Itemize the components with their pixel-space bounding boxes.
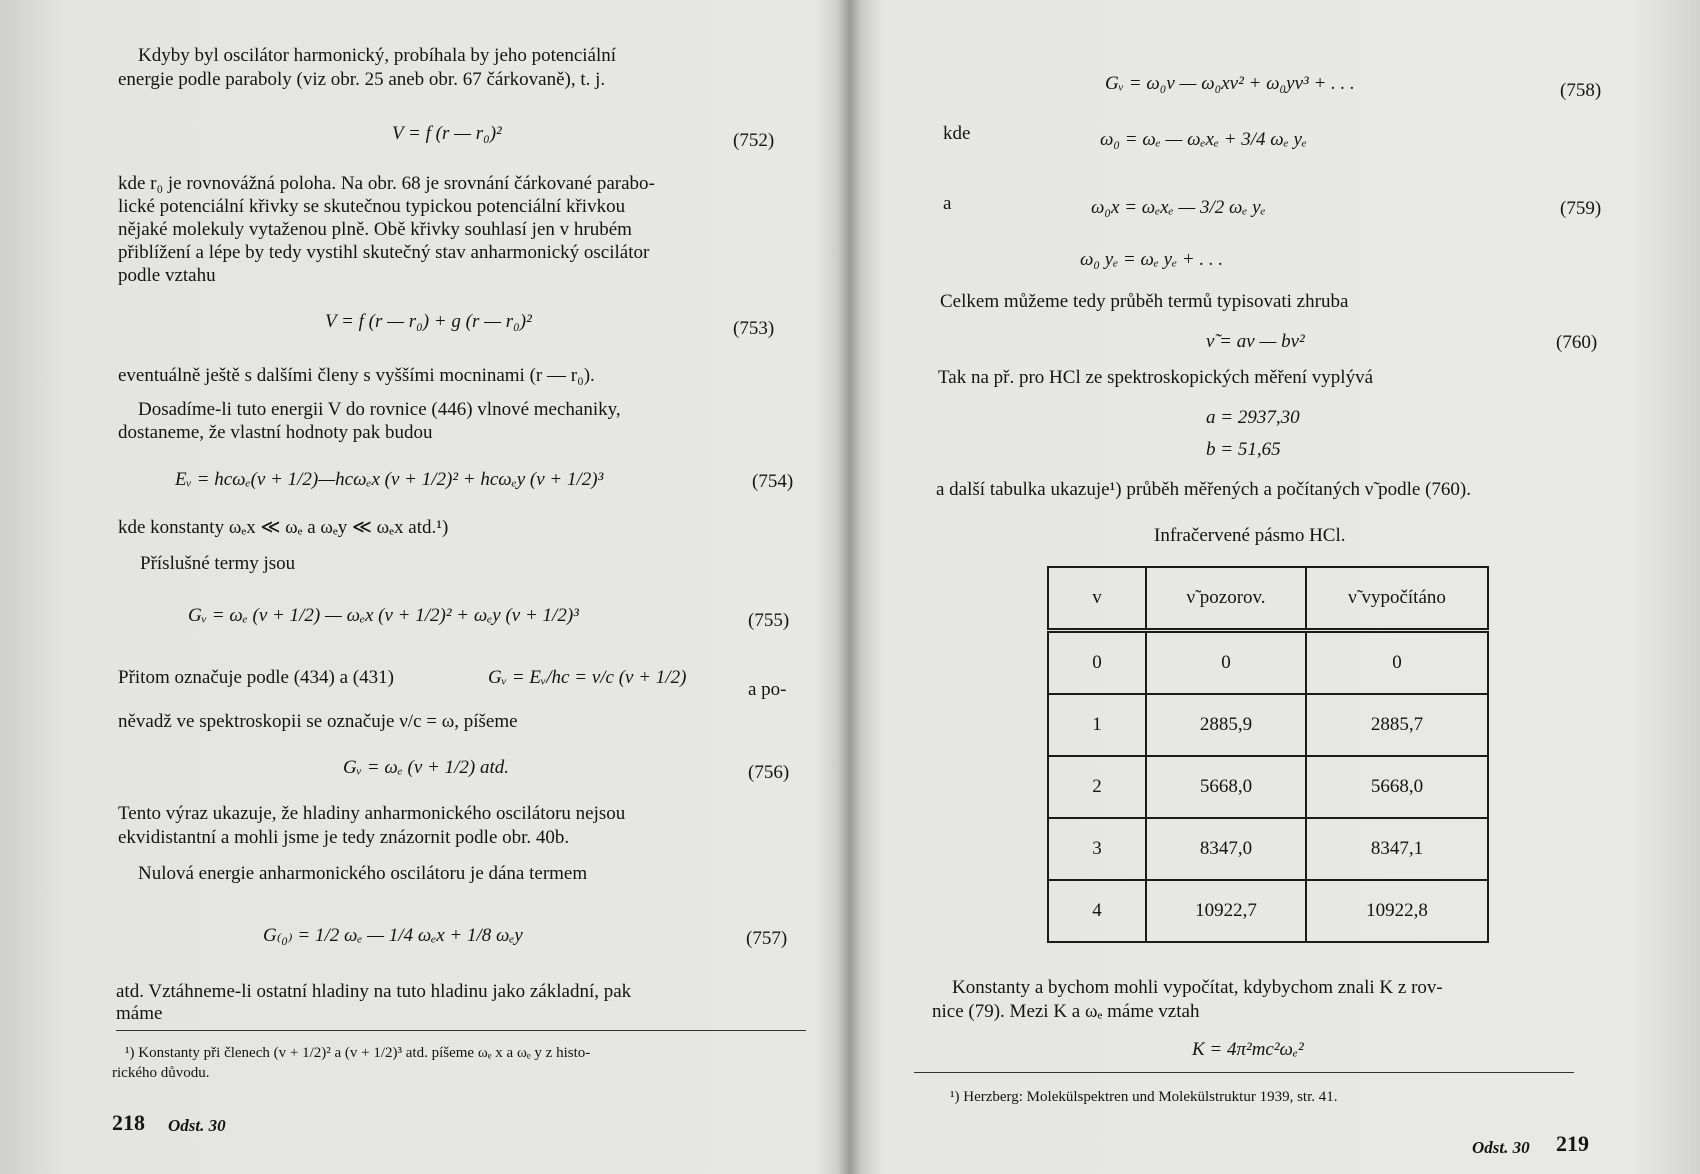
table-cell: 8347,0 — [1146, 818, 1306, 880]
paragraph-line: nice (79). Mezi K a ωₑ máme vztah — [932, 1001, 1200, 1022]
paragraph-line: energie podle paraboly (viz obr. 25 aneb obr. 67 čárkovaně), t. j. — [118, 69, 606, 90]
equation-757: G₍₀₎ = 1/2 ωₑ — 1/4 ωₑx + 1/8 ωₑy — [263, 925, 523, 946]
equation-number: (752) — [733, 130, 775, 151]
paragraph-line: Dosadíme-li tuto energii V do rovnice (446) vlnové mechaniky, — [138, 399, 621, 420]
table-title: Infračervené pásmo HCl. — [1154, 525, 1346, 546]
table-row — [1048, 694, 1488, 756]
paragraph-line: lické potenciální křivky se skutečnou typickou potenciální křivkou — [118, 196, 626, 217]
equation-number: (756) — [748, 762, 790, 783]
paragraph-line: Kdyby byl oscilátor harmonický, probíhala by jeho potenciální — [138, 45, 617, 66]
running-head: Odst. 30 — [168, 1116, 226, 1135]
paragraph-line: podle vztahu — [118, 265, 216, 286]
equation-number: (755) — [748, 610, 790, 631]
equation-number: (754) — [752, 471, 794, 492]
equation-758: Gᵥ = ω₀v — ω₀xv² + ω₀yv³ + . . . — [1105, 73, 1355, 94]
paragraph-line: Příslušné termy jsou — [140, 553, 296, 574]
paragraph-line: Tak na př. pro HCl ze spektroskopických měření vyplývá — [938, 367, 1374, 388]
hcl-table — [1047, 566, 1489, 943]
paragraph-line: Konstanty a bychom mohli vypočítat, kdybychom znali K z rov- — [952, 977, 1443, 998]
equation-number: (759) — [1560, 198, 1602, 219]
label-kde: kde — [943, 123, 971, 144]
table-cell: 2 — [1048, 756, 1146, 818]
value-a: a = 2937,30 — [1206, 407, 1300, 428]
equation-omega0: ω₀ = ωₑ — ωₑxₑ + 3/4 ωₑ yₑ — [1100, 129, 1307, 150]
table-header-cell: v — [1048, 567, 1146, 631]
table-row — [1048, 756, 1488, 818]
table-header-cell: ν̃ pozorov. — [1146, 567, 1306, 631]
paragraph-line: eventuálně ještě s dalšími členy s vyššími mocninami (r — r₀). — [118, 365, 595, 386]
equation-omega0y: ω₀ yₑ = ωₑ yₑ + . . . — [1080, 249, 1224, 270]
table-header-cell: ν̃ vypočítáno — [1306, 567, 1488, 631]
equation-number: (760) — [1556, 332, 1598, 353]
table-cell: 4 — [1048, 880, 1146, 942]
paragraph-line: máme — [116, 1003, 163, 1024]
page-number: 219 — [1556, 1131, 1589, 1156]
table-row — [1048, 880, 1488, 942]
equation-752: V = f (r — r₀)² — [392, 123, 502, 144]
label-a: a — [943, 193, 952, 214]
paragraph-line: a další tabulka ukazuje¹) průběh měřených a počítaných ν̃ podle (760). — [936, 479, 1472, 500]
equation-755: Gᵥ = ωₑ (v + 1/2) — ωₑx (v + 1/2)² + ωₑy (v + 1/2)³ — [188, 605, 579, 626]
paragraph-line: atd. Vztáhneme-li ostatní hladiny na tuto hladinu jako základní, pak — [116, 981, 632, 1002]
paragraph-line: kde konstanty ωₑx ≪ ωₑ a ωₑy ≪ ωₑx atd.¹) — [118, 517, 449, 538]
paragraph-line: přiblížení a lépe by tedy vystihl skutečný stav anharmonický oscilátor — [118, 242, 650, 263]
table-cell: 0 — [1048, 631, 1146, 695]
value-b: b = 51,65 — [1206, 439, 1281, 460]
paragraph-line: Přitom označuje podle (434) a (431) — [118, 667, 394, 688]
table-cell: 0 — [1306, 631, 1488, 695]
page-number: 218 — [112, 1110, 145, 1135]
footnote-line: ¹) Herzberg: Molekülspektren und Molekülstruktur 1939, str. 41. — [950, 1089, 1338, 1105]
equation-754: Eᵥ = hcωₑ(v + 1/2)—hcωₑx (v + 1/2)² + hcωₑy (v + 1/2)³ — [175, 469, 604, 490]
table-cell: 10922,7 — [1146, 880, 1306, 942]
equation-756: Gᵥ = ωₑ (v + 1/2) atd. — [343, 757, 509, 778]
footnote-line: rického důvodu. — [112, 1065, 210, 1081]
table-cell: 1 — [1048, 694, 1146, 756]
paragraph-line: Tento výraz ukazuje, že hladiny anharmonického oscilátoru nejsou — [118, 803, 626, 824]
paragraph-line: Nulová energie anharmonického oscilátoru je dána termem — [138, 863, 588, 884]
paragraph-line: nějaké molekuly vytaženou plně. Obě křivky souhlasí jen v hrubém — [118, 219, 632, 240]
table-cell: 5668,0 — [1146, 756, 1306, 818]
table-cell: 0 — [1146, 631, 1306, 695]
equation-number: (757) — [746, 928, 788, 949]
table-cell: 3 — [1048, 818, 1146, 880]
paragraph-line: Celkem můžeme tedy průběh termů typisovati zhruba — [940, 291, 1349, 312]
table-cell: 2885,9 — [1146, 694, 1306, 756]
footnote-rule — [116, 1030, 806, 1031]
table-header-row — [1048, 567, 1488, 631]
table-cell: 2885,7 — [1306, 694, 1488, 756]
equation-number: (753) — [733, 318, 775, 339]
paragraph-line: ekvidistantní a mohli jsme je tedy znázornit podle obr. 40b. — [118, 827, 570, 848]
table-row — [1048, 631, 1488, 695]
paragraph-line: kde r₀ je rovnovážná poloha. Na obr. 68 je srovnání čárkované parabo- — [118, 173, 655, 194]
equation-759: ω₀x = ωₑxₑ — 3/2 ωₑ yₑ — [1091, 197, 1266, 218]
equation-number: (758) — [1560, 80, 1602, 101]
equation-K: K = 4π²mc²ωₑ² — [1192, 1039, 1304, 1060]
running-head: Odst. 30 — [1472, 1138, 1530, 1157]
inline-formula: Gᵥ = Eᵥ/hc = ν/c (v + 1/2) — [488, 667, 687, 688]
footnote-line: ¹) Konstanty při členech (v + 1/2)² a (v + 1/2)³ atd. píšeme ωₑ x a ωₑ y z histo- — [125, 1045, 591, 1061]
paragraph-line: něvadž ve spektroskopii se označuje ν/c = ω, píšeme — [118, 711, 518, 732]
table-row — [1048, 818, 1488, 880]
footnote-rule — [914, 1072, 1574, 1073]
table-cell: 5668,0 — [1306, 756, 1488, 818]
table-cell: 10922,8 — [1306, 880, 1488, 942]
equation-760: ν̃ = av — bv² — [1206, 331, 1305, 352]
paragraph-line: dostaneme, že vlastní hodnoty pak budou — [118, 422, 433, 443]
equation-753: V = f (r — r₀) + g (r — r₀)² — [325, 311, 532, 332]
paragraph-line: a po- — [748, 679, 787, 700]
table-cell: 8347,1 — [1306, 818, 1488, 880]
